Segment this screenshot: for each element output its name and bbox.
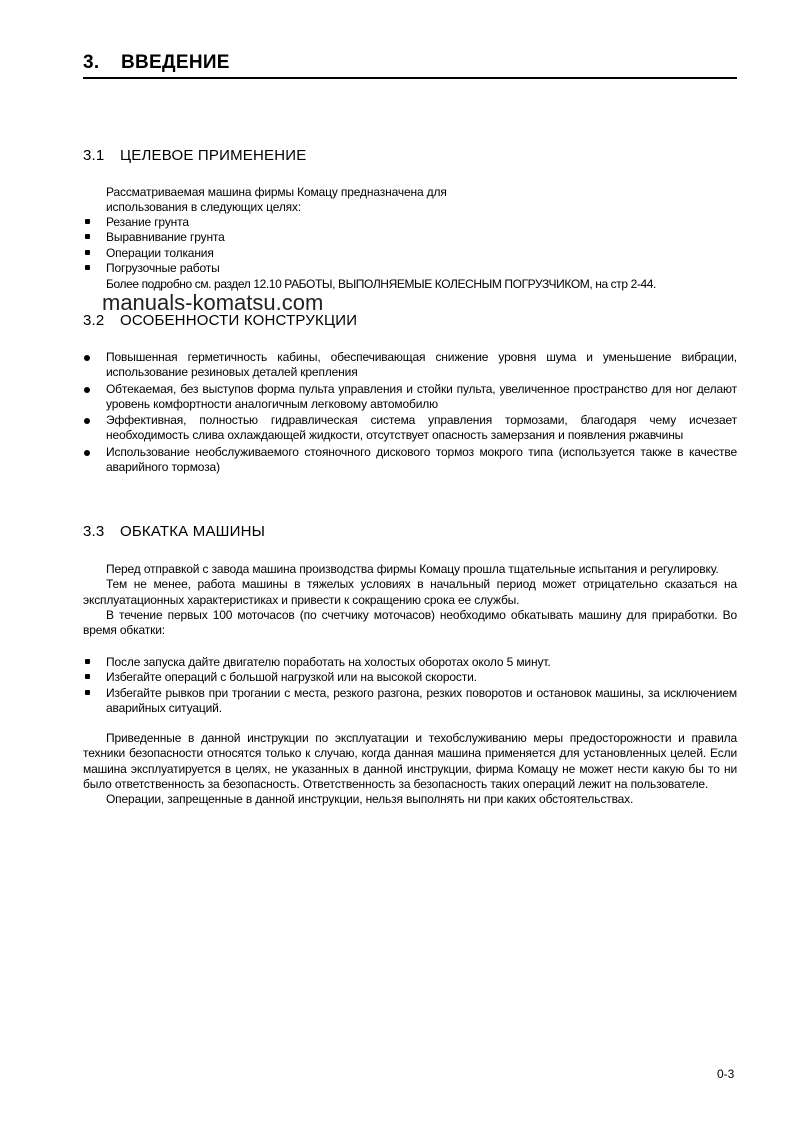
design-features-list (83, 350, 737, 476)
section-title: ОСОБЕННОСТИ КОНСТРУКЦИИ (120, 312, 358, 329)
break-in-list (83, 655, 737, 716)
section-title: ОБКАТКА МАШИНЫ (120, 523, 266, 540)
list-item-text: Резание грунта (106, 215, 189, 229)
bullet-icon (84, 418, 90, 424)
chapter-title: ВВЕДЕНИЕ (121, 52, 230, 73)
list-item-text: Избегайте рывков при трогании с места, резкого разгона, резких поворотов и остановок машины, за исключением аварийных ситуаций. (106, 685, 737, 715)
bullet-icon (85, 659, 90, 664)
list-item (83, 350, 737, 381)
intro-line: использования в следующих целях: (106, 200, 302, 215)
page-title (83, 52, 737, 79)
list-item (83, 261, 737, 276)
list-item-text: Избегайте операций с большой нагрузкой или на высокой скорости. (106, 670, 477, 685)
list-item (83, 382, 737, 413)
section-heading-3-3 (83, 523, 265, 541)
list-item-text: Повышенная герметичность кабины, обеспечивающая снижение уровня шума и уменьшение вибрации, использование резиновых деталей крепления (106, 350, 737, 380)
list-item-text: Выравнивание грунта (106, 230, 225, 245)
section-heading-3-2 (83, 312, 357, 330)
list-item-text: Эффективная, полностью гидравлическая система управления тормозами, благодаря чему исчезает необходимость слива охлаждающей жидкости, отсутствует опасность замерзания и появления ржавчины (106, 413, 737, 443)
paragraph: Тем не менее, работа машины в тяжелых условиях в начальный период может отрицательно сказаться на эксплуатационных характеристиках и привести к сокращению срока ее службы. (83, 577, 737, 607)
chapter-number: 3. (83, 52, 100, 73)
intended-use-intro (106, 185, 526, 216)
safety-paragraphs (83, 731, 737, 807)
paragraph: В течение первых 100 моточасов (по счетчику моточасов) необходимо обкатывать машину для приработки. Во время обкатки: (83, 607, 737, 638)
list-item-text: Использование необслуживаемого стояночного дискового тормоз мокрого типа (используется также в качестве аварийного тормоза) (106, 444, 737, 475)
break-in-paragraphs (83, 562, 737, 638)
list-item (83, 246, 737, 261)
list-item (83, 230, 737, 245)
list-item (83, 686, 737, 717)
bullet-icon (85, 674, 90, 679)
section-number: 3.3 (83, 523, 105, 540)
section-title: ЦЕЛЕВОЕ ПРИМЕНЕНИЕ (120, 147, 307, 164)
bullet-icon (85, 690, 90, 695)
list-item (83, 670, 737, 685)
paragraph: Приведенные в данной инструкции по эксплуатации и техобслуживанию меры предосторожности и правила техники безопасности относятся только к случаю, когда данная машина применяется для установленных целей. Если машина эксплуатируется в целях, не указанных в данной инструкции, фирма Комацу не может нести какую бы то ни было ответственность за безопасность. Ответственность за безопасность таких операций лежит на пользователе. (83, 731, 737, 791)
bullet-icon (84, 355, 90, 361)
bullet-icon (85, 250, 90, 255)
watermark: manuals-komatsu.com (102, 290, 324, 315)
bullet-icon (85, 265, 90, 270)
list-item (83, 413, 737, 444)
list-item-text: После запуска дайте двигателю поработать на холостых оборотах около 5 минут. (106, 655, 551, 669)
paragraph: Операции, запрещенные в данной инструкции, нельзя выполнять ни при каких обстоятельствах. (106, 792, 634, 807)
section-heading-3-1 (83, 147, 306, 165)
intro-line: Рассматриваемая машина фирмы Комацу предназначена для (106, 185, 447, 199)
list-item-text: Погрузочные работы (106, 260, 220, 275)
bullet-icon (85, 219, 90, 224)
section-reference: Более подробно см. раздел 12.10 РАБОТЫ, ВЫПОЛНЯЕМЫЕ КОЛЕСНЫМ ПОГРУЗЧИКОМ, на стр 2-44. (106, 277, 656, 291)
list-item (83, 655, 737, 670)
paragraph: Перед отправкой с завода машина производства фирмы Комацу прошла тщательные испытания и регулировку. (106, 562, 719, 576)
page-number: 0-3 (717, 1067, 735, 1081)
bullet-icon (85, 234, 90, 239)
section-number: 3.2 (83, 312, 105, 329)
intended-use-list (83, 215, 737, 276)
bullet-icon (84, 387, 90, 393)
list-item-text: Операции толкания (106, 245, 214, 260)
list-item-text: Обтекаемая, без выступов форма пульта управления и стойки пульта, увеличенное пространство для ног делают уровень комфортности аналогичным легковому автомобилю (106, 381, 737, 411)
list-item (83, 445, 737, 476)
list-item (83, 215, 737, 230)
section-number: 3.1 (83, 147, 105, 164)
bullet-icon (84, 450, 90, 456)
